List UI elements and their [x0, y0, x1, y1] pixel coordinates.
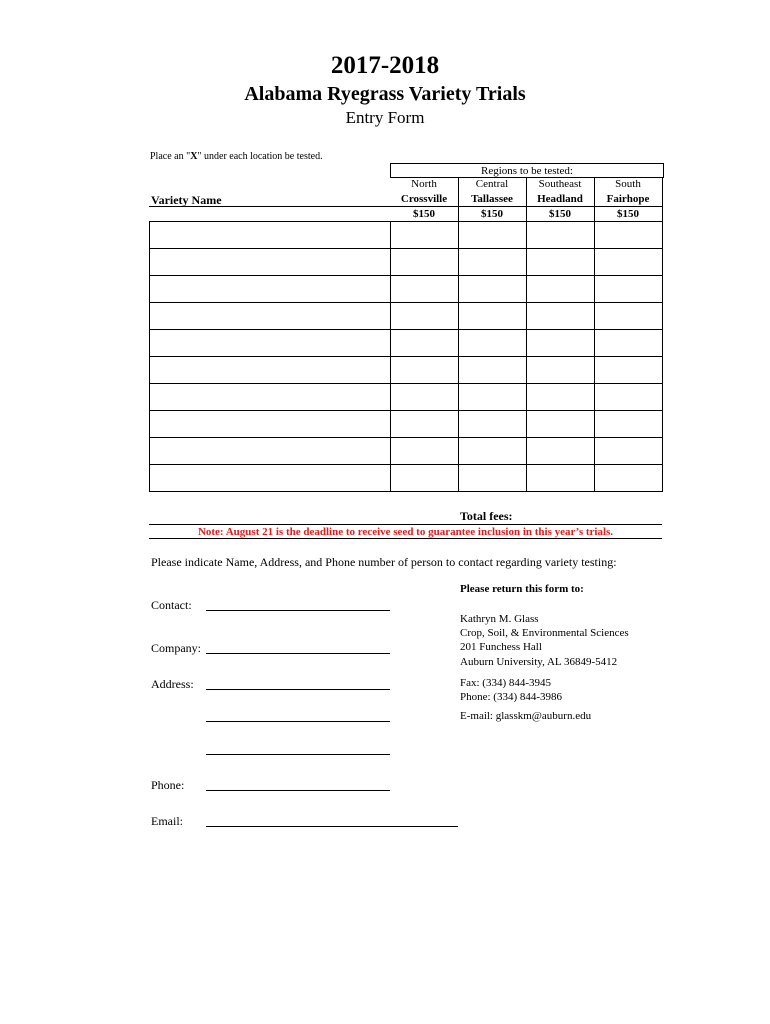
note-rule-top — [149, 524, 662, 525]
variety-name-cell[interactable] — [150, 357, 391, 384]
return-dept: Crop, Soil, & Environmental Sciences — [460, 627, 629, 639]
location-mark-cell[interactable] — [391, 249, 459, 276]
location-mark-cell[interactable] — [459, 357, 527, 384]
company-label: Company: — [151, 641, 201, 655]
location-mark-cell[interactable] — [527, 384, 595, 411]
region-southeast: Southeast — [538, 178, 582, 190]
location-tallassee: Tallassee — [471, 193, 513, 205]
location-mark-cell[interactable] — [459, 222, 527, 249]
location-mark-cell[interactable] — [391, 411, 459, 438]
table-row — [150, 249, 663, 276]
location-mark-cell[interactable] — [527, 303, 595, 330]
variety-name-cell[interactable] — [150, 249, 391, 276]
note-rule-bottom — [149, 538, 662, 539]
location-mark-cell[interactable] — [459, 465, 527, 492]
location-mark-cell[interactable] — [595, 330, 663, 357]
location-mark-cell[interactable] — [391, 222, 459, 249]
return-phone: Phone: (334) 844-3986 — [460, 691, 563, 703]
region-central: Central — [475, 178, 509, 190]
location-mark-cell[interactable] — [459, 330, 527, 357]
table-row — [150, 465, 663, 492]
variety-name-cell[interactable] — [150, 303, 391, 330]
header-vline-3 — [594, 177, 595, 221]
location-mark-cell[interactable] — [595, 465, 663, 492]
location-mark-cell[interactable] — [459, 384, 527, 411]
variety-name-cell[interactable] — [150, 384, 391, 411]
region-north: North — [411, 178, 437, 190]
header-vline-1 — [458, 177, 459, 221]
location-mark-cell[interactable] — [459, 303, 527, 330]
location-mark-cell[interactable] — [459, 411, 527, 438]
location-mark-cell[interactable] — [595, 249, 663, 276]
location-mark-cell[interactable] — [459, 276, 527, 303]
return-email: E-mail: glasskm@auburn.edu — [460, 710, 592, 722]
header-vline-4 — [662, 177, 663, 221]
location-mark-cell[interactable] — [391, 276, 459, 303]
email-field[interactable] — [206, 826, 458, 827]
return-name: Kathryn M. Glass — [460, 613, 539, 625]
table-row — [150, 222, 663, 249]
location-mark-cell[interactable] — [391, 330, 459, 357]
location-mark-cell[interactable] — [391, 465, 459, 492]
address-label: Address: — [151, 677, 194, 691]
location-mark-cell[interactable] — [527, 438, 595, 465]
table-row — [150, 438, 663, 465]
instructions — [150, 151, 323, 162]
table-row — [150, 357, 663, 384]
deadline-note: Note: August 21 is the deadline to receive seed to guarantee inclusion in this year’s trials. — [197, 526, 614, 538]
return-heading: Please return this form to: — [460, 583, 584, 595]
fee-south: $150 — [617, 208, 639, 220]
header-vline-2 — [526, 177, 527, 221]
total-fees-label: Total fees: — [460, 509, 513, 523]
variety-name-label: Variety Name — [151, 193, 222, 207]
contact-label: Contact: — [151, 598, 192, 612]
return-building: 201 Funchess Hall — [460, 641, 542, 653]
fee-central: $150 — [481, 208, 503, 220]
header-rule-2 — [149, 206, 662, 207]
form-title: Alabama Ryegrass Variety Trials — [244, 83, 526, 105]
location-mark-cell[interactable] — [527, 330, 595, 357]
return-fax: Fax: (334) 844-3945 — [460, 677, 552, 689]
location-mark-cell[interactable] — [527, 249, 595, 276]
location-mark-cell[interactable] — [595, 222, 663, 249]
location-mark-cell[interactable] — [595, 411, 663, 438]
location-mark-cell[interactable] — [595, 357, 663, 384]
return-city: Auburn University, AL 36849-5412 — [460, 656, 618, 668]
location-mark-cell[interactable] — [391, 438, 459, 465]
table-row — [150, 276, 663, 303]
instructions-suffix: " under each location be tested. — [197, 151, 323, 162]
location-mark-cell[interactable] — [595, 384, 663, 411]
location-mark-cell[interactable] — [391, 357, 459, 384]
table-row — [150, 330, 663, 357]
location-mark-cell[interactable] — [595, 438, 663, 465]
regions-header: Regions to be tested: — [390, 163, 664, 178]
table-row — [150, 384, 663, 411]
contact-field[interactable] — [206, 610, 390, 611]
table-row — [150, 303, 663, 330]
form-subtitle: Entry Form — [345, 108, 425, 127]
instructions-mark: X — [190, 151, 198, 162]
contact-instructions: Please indicate Name, Address, and Phone number of person to contact regarding variety testing: — [151, 555, 617, 569]
region-south: South — [615, 178, 641, 190]
location-mark-cell[interactable] — [391, 384, 459, 411]
location-mark-cell[interactable] — [459, 249, 527, 276]
location-mark-cell[interactable] — [459, 438, 527, 465]
location-mark-cell[interactable] — [527, 276, 595, 303]
location-headland: Headland — [537, 193, 583, 205]
email-label: Email: — [151, 814, 183, 828]
location-mark-cell[interactable] — [527, 222, 595, 249]
location-mark-cell[interactable] — [595, 276, 663, 303]
variety-name-cell[interactable] — [150, 411, 391, 438]
location-mark-cell[interactable] — [527, 465, 595, 492]
variety-name-cell[interactable] — [150, 222, 391, 249]
location-mark-cell[interactable] — [391, 303, 459, 330]
location-mark-cell[interactable] — [527, 411, 595, 438]
instructions-prefix: Place an " — [150, 151, 191, 162]
location-crossville: Crossville — [400, 193, 448, 205]
table-row — [150, 411, 663, 438]
company-field[interactable] — [206, 653, 390, 654]
variety-name-cell[interactable] — [150, 465, 391, 492]
address-field-line-1[interactable] — [206, 689, 390, 690]
variety-name-cell[interactable] — [150, 276, 391, 303]
phone-field[interactable] — [206, 790, 390, 791]
address-field-line-3[interactable] — [206, 754, 390, 755]
location-fairhope: Fairhope — [606, 193, 650, 205]
phone-label: Phone: — [151, 778, 185, 792]
address-field-line-2[interactable] — [206, 721, 390, 722]
variety-name-cell[interactable] — [150, 330, 391, 357]
entry-table — [149, 221, 663, 492]
fee-north: $150 — [413, 208, 435, 220]
variety-name-cell[interactable] — [150, 438, 391, 465]
fee-southeast: $150 — [549, 208, 571, 220]
location-mark-cell[interactable] — [527, 357, 595, 384]
location-mark-cell[interactable] — [595, 303, 663, 330]
form-year: 2017-2018 — [330, 52, 440, 79]
